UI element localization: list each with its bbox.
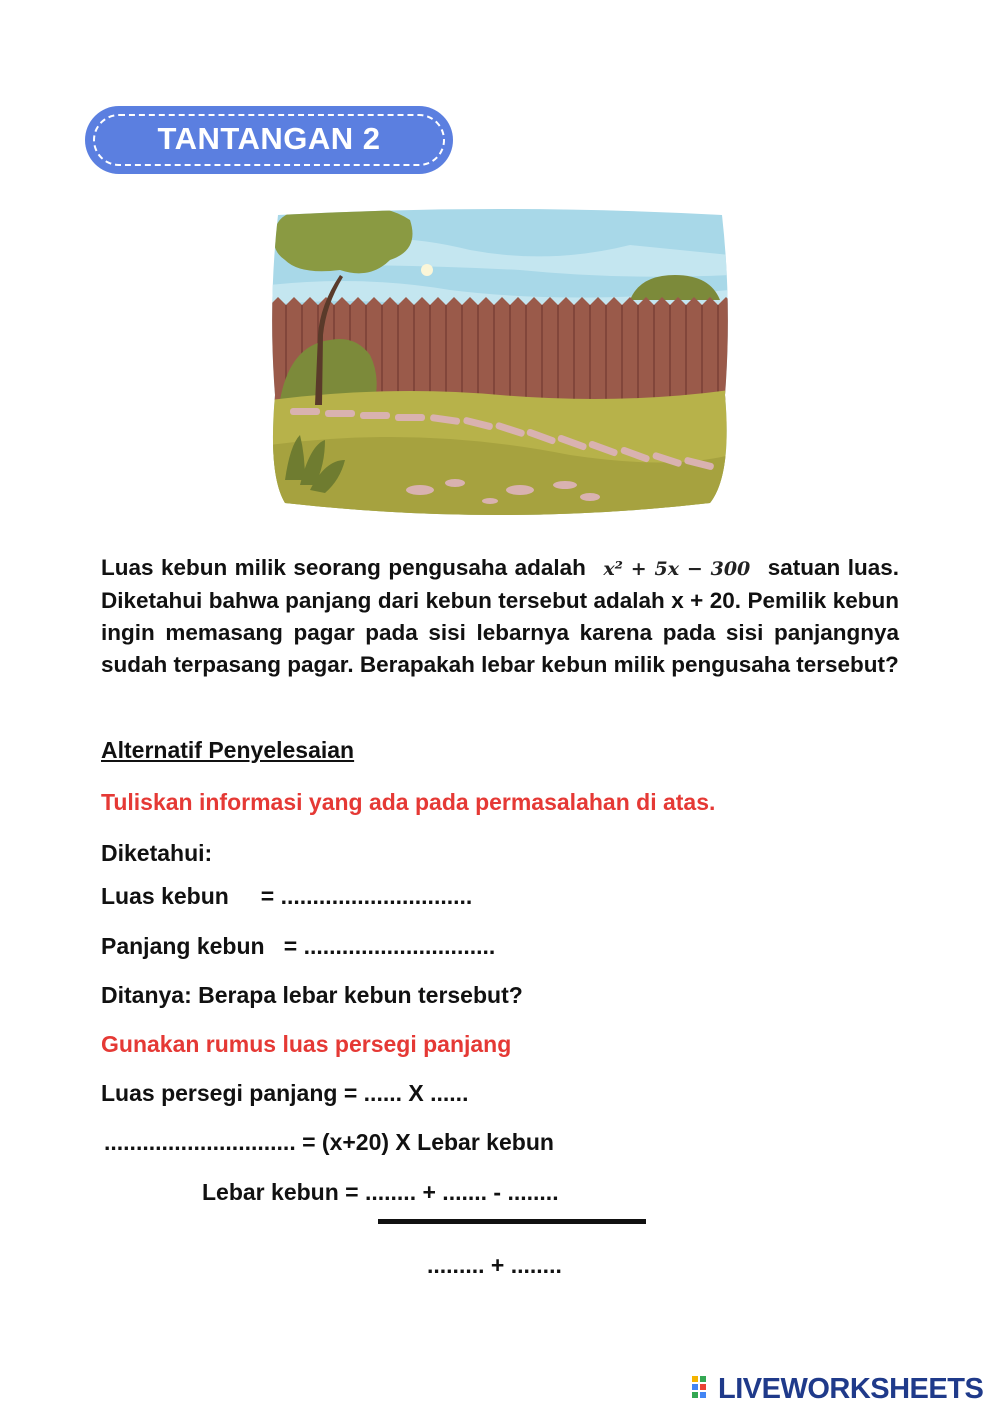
area-formula: x² + 5x − 300 bbox=[603, 558, 751, 580]
brand-name: LIVEWORKSHEETS bbox=[718, 1372, 984, 1405]
title-badge bbox=[85, 106, 453, 174]
panjang-kebun-blank[interactable]: Panjang kebun = .............................. bbox=[101, 933, 496, 959]
problem-statement bbox=[101, 552, 899, 681]
liveworksheets-logo bbox=[692, 1372, 983, 1406]
liveworksheets-logo-icon bbox=[692, 1376, 714, 1402]
solution-heading: Alternatif Penyelesaian bbox=[101, 737, 355, 763]
lebar-denominator-blank[interactable]: ......... + ........ bbox=[427, 1252, 562, 1278]
problem-text-before: Luas kebun milik seorang pengusaha adalah bbox=[101, 555, 586, 580]
asked-question: Ditanya: Berapa lebar kebun tersebut? bbox=[101, 982, 523, 1008]
problem-text-after: satuan luas. Diketahui bahwa panjang dari kebun tersebut adalah x + 20. Pemilik kebun ingin memasang pagar pada sisi lebarnya karena pada sisi panjangnya sudah terpasang pagar. Berapakah lebar kebun milik pengusaha tersebut? bbox=[101, 555, 899, 677]
garden-illustration bbox=[270, 205, 730, 520]
area-formula-blank[interactable]: Luas persegi panjang = ...... X ...... bbox=[101, 1080, 469, 1106]
luas-kebun-blank[interactable]: Luas kebun = .............................. bbox=[101, 883, 473, 909]
instruction-text: Tuliskan informasi yang ada pada permasalahan di atas. bbox=[101, 789, 716, 815]
lebar-numerator-blank[interactable]: Lebar kebun = ........ + ....... - ........ bbox=[202, 1179, 559, 1205]
formula-hint: Gunakan rumus luas persegi panjang bbox=[101, 1031, 512, 1057]
known-label: Diketahui: bbox=[101, 840, 213, 866]
fraction-bar bbox=[378, 1219, 646, 1224]
badge-title: TANTANGAN 2 bbox=[157, 121, 381, 156]
sun bbox=[421, 264, 433, 276]
equation-blank[interactable]: .............................. = (x+20) X Lebar kebun bbox=[104, 1129, 554, 1155]
